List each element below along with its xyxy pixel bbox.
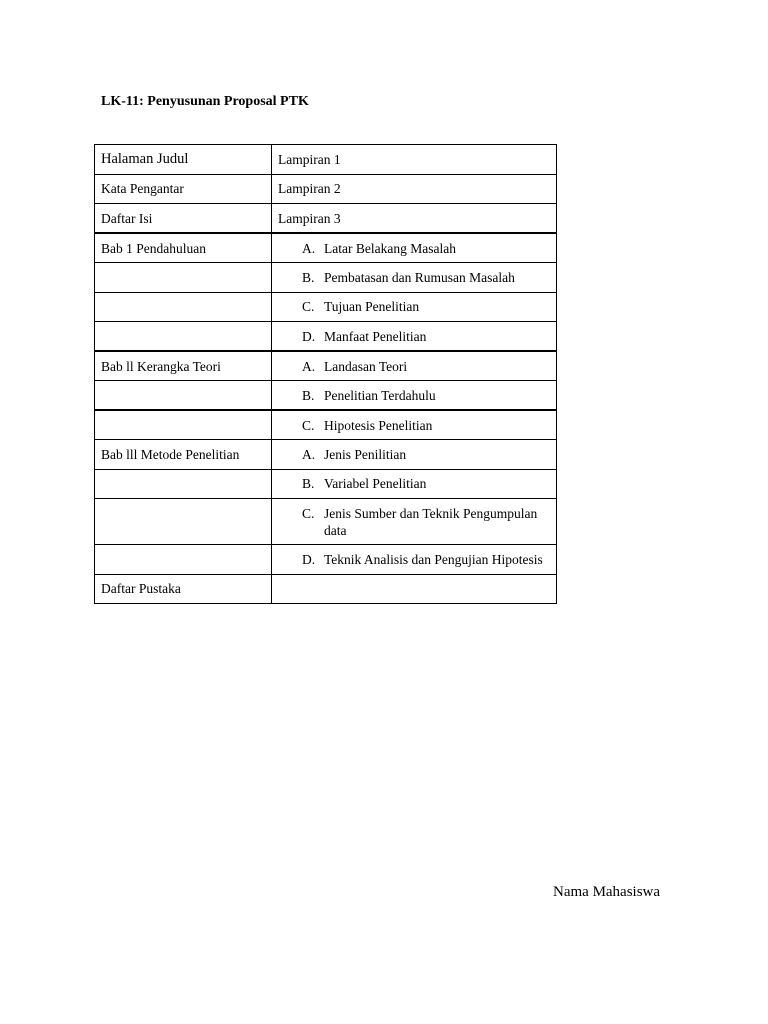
section-cell: Daftar Isi	[95, 204, 272, 234]
subsection-cell	[272, 440, 557, 470]
chapter-cell	[95, 545, 272, 575]
item-letter: C.	[302, 505, 315, 521]
table-row	[95, 145, 557, 175]
subsection-cell	[272, 545, 557, 575]
item-letter: D.	[302, 328, 316, 344]
table-row	[95, 204, 557, 234]
item-letter: A.	[302, 240, 316, 256]
item-letter: A.	[302, 358, 316, 374]
chapter-cell	[95, 263, 272, 293]
item-text: Tujuan Penelitian	[324, 299, 420, 315]
table-row	[95, 263, 557, 293]
subsection-cell	[272, 469, 557, 499]
table-row	[95, 351, 557, 381]
chapter-cell: Bab lll Metode Penelitian	[95, 440, 272, 470]
subsection-cell	[272, 233, 557, 263]
table-row	[95, 469, 557, 499]
proposal-outline-table	[94, 144, 557, 604]
table-row	[95, 499, 557, 545]
attachment-cell: Lampiran 3	[272, 204, 557, 234]
chapter-cell	[95, 292, 272, 322]
subsection-cell	[272, 351, 557, 381]
table-row	[95, 574, 557, 604]
table-row	[95, 233, 557, 263]
item-text: Landasan Teori	[324, 358, 408, 374]
chapter-cell	[95, 469, 272, 499]
subsection-cell	[272, 410, 557, 440]
item-letter: A.	[302, 446, 316, 462]
chapter-cell	[95, 381, 272, 411]
item-text: Penelitian Terdahulu	[324, 387, 436, 403]
section-cell: Kata Pengantar	[95, 174, 272, 204]
subsection-cell	[272, 499, 557, 545]
subsection-cell	[272, 322, 557, 352]
item-letter: B.	[302, 269, 315, 285]
item-text: Latar Belakang Masalah	[324, 240, 456, 256]
attachment-cell: Lampiran 2	[272, 174, 557, 204]
table-row	[95, 410, 557, 440]
table-row	[95, 322, 557, 352]
item-text: Manfaat Penelitian	[324, 328, 427, 344]
chapter-cell	[95, 410, 272, 440]
item-letter: C.	[302, 299, 315, 315]
section-cell: Daftar Pustaka	[95, 574, 272, 604]
chapter-cell	[95, 322, 272, 352]
item-letter: B.	[302, 476, 315, 492]
item-text: Hipotesis Penelitian	[324, 417, 433, 433]
attachment-cell	[272, 574, 557, 604]
table-row	[95, 545, 557, 575]
item-text: Jenis Penilitian	[324, 446, 407, 462]
item-letter: C.	[302, 417, 315, 433]
chapter-cell: Bab 1 Pendahuluan	[95, 233, 272, 263]
table-row	[95, 174, 557, 204]
subsection-cell	[272, 263, 557, 293]
item-letter: D.	[302, 551, 316, 567]
subsection-cell	[272, 381, 557, 411]
item-text: Variabel Penelitian	[324, 476, 427, 492]
item-text: Jenis Sumber dan Teknik Pengumpulan data	[324, 505, 538, 538]
attachment-cell: Lampiran 1	[272, 145, 557, 175]
item-text: Teknik Analisis dan Pengujian Hipotesis	[324, 551, 543, 567]
subsection-cell	[272, 292, 557, 322]
document-title: LK-11: Penyusunan Proposal PTK	[101, 94, 309, 109]
student-name-signature: Nama Mahasiswa	[553, 884, 661, 900]
section-cell: Halaman Judul	[95, 145, 272, 175]
item-text: Pembatasan dan Rumusan Masalah	[324, 269, 515, 285]
table-row	[95, 292, 557, 322]
chapter-cell	[95, 499, 272, 545]
chapter-cell: Bab ll Kerangka Teori	[95, 351, 272, 381]
table-row	[95, 440, 557, 470]
table-row	[95, 381, 557, 411]
item-letter: B.	[302, 387, 315, 403]
